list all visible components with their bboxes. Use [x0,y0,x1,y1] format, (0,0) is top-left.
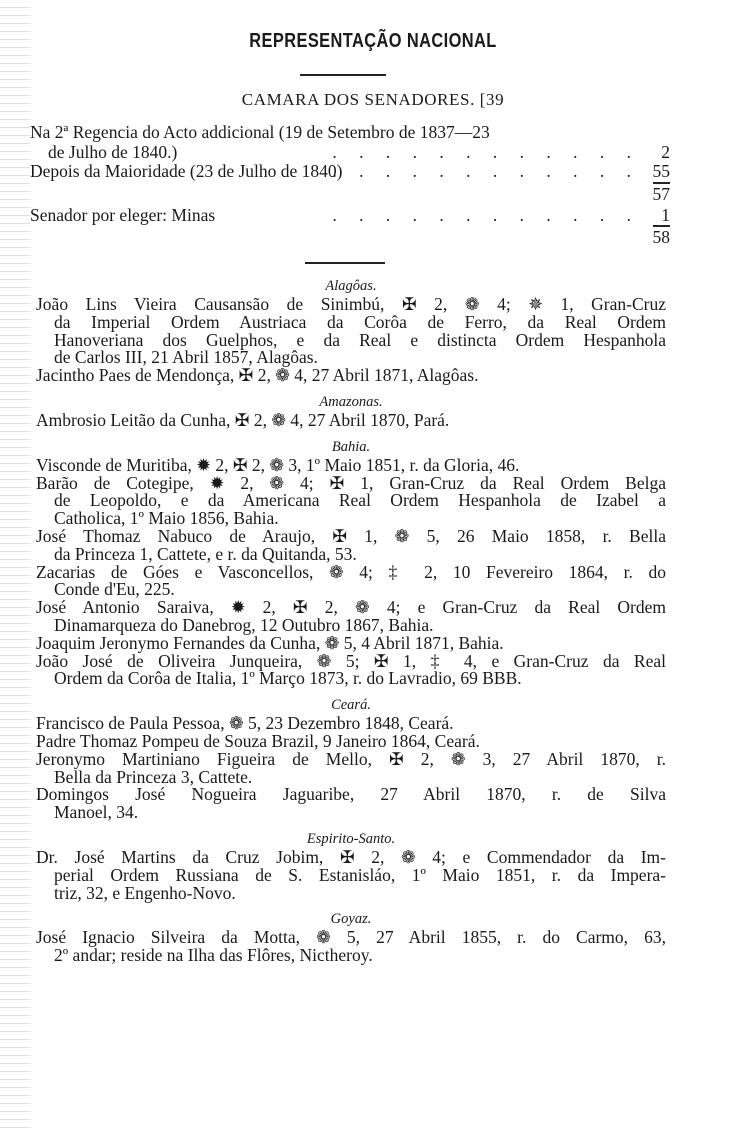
entry-line: Joaquim Jeronymo Fernandes da Cunha, ❁ 5, 4 Abril 1871, Bahia. [36,632,504,653]
entry-line: José Antonio Saraiva, ✹ 2, ✠ 2, ❁ 4; e Gran-Cruz da Real Ordem [36,597,666,618]
entry-line: Jacintho Paes de Mendonça, ✠ 2, ❁ 4, 27 Abril 1871, Alagôas. [36,365,479,386]
tally-row [30,143,670,163]
province-heading: Bahia. [331,438,371,455]
senator-list [36,274,666,965]
entry-line: Francisco de Paula Pessoa, ❁ 5, 23 Dezembro 1848, Ceará. [36,713,454,734]
dot-leader: . . . . . . . . . . . . [332,204,640,225]
senator-entry [36,786,666,822]
senator-entry [36,296,666,367]
scan-margin-noise [0,0,30,1135]
senator-entry [36,454,666,475]
province-heading: Espirito-Santo. [306,830,396,847]
entry-line: da Imperial Ordem Austriaca da Corôa de Ferro, da Real Ordem [54,311,666,332]
entry-line: João Lins Vieira Causansão de Sinimbú, ✠ 2, ❁ 4; ✵ 1, Gran-Cruz [36,294,666,314]
senator-entry [36,367,666,385]
tally-value: 2 [661,141,670,162]
entry-line: perial Ordem Russiana de S. Estanisláo, 1º Maio 1851, r. da Impera- [54,864,666,885]
entry-line: Catholica, 1º Maio 1856, Bahia. [54,508,279,529]
entry-line: Bella da Princeza 3, Cattete. [54,766,253,787]
province-heading: Goyaz. [330,911,372,928]
tally-row [30,225,670,249]
title-divider [300,74,386,76]
entry-line: Hanoveriana dos Guelphos, e da Real e distincta Ordem Hespanhola [54,329,666,350]
entry-line: de Leopoldo, e da Americana Real Ordem Hespanhola de Izabel a [54,490,666,511]
entry-line: Visconde de Muritiba, ✹ 2, ✠ 2, ❁ 3, 1º Maio 1851, r. da Gloria, 46. [36,454,520,475]
tally-value: 55 [652,161,670,181]
tally-label: Senador por eleger: Minas [30,204,216,225]
senator-tally [30,123,670,249]
entry-line: Conde d'Eu, 225. [54,579,175,600]
senator-entry [36,409,666,430]
entry-line: José Thomaz Nabuco de Araujo, ✠ 1, ❁ 5, 26 Maio 1858, r. Bella [36,525,666,546]
tally-label: de Julho de 1840.) [48,141,178,162]
entry-line: Ordem da Corôa de Italia, 1º Março 1873, r. do Lavradio, 69 BBB. [54,668,522,689]
tally-value: 57 [652,183,670,204]
senator-entry [36,929,666,965]
tally-divider [305,262,385,264]
senator-entry [36,525,666,564]
province-heading: Amazonas. [319,393,383,410]
entry-line: Zacarias de Góes e Vasconcellos, ❁ 4; ‡ 2, 10 Fevereiro 1864, r. do [36,561,666,582]
tally-value: 58 [652,227,670,247]
dot-leader: . . . . . . . . . . . . [332,161,640,181]
entry-line: triz, 32, e Engenho-Novo. [54,882,236,903]
senator-entry [36,632,666,653]
tally-row [30,206,670,226]
tally-label: Na 2ª Regencia do Acto addicional (19 de Setembro de 1837—23 [30,122,490,142]
page-title: REPRESENTAÇÃO NACIONAL [249,30,497,52]
tally-label: Depois da Maioridade (23 de Julho de 1840) [30,161,343,181]
entry-line: Manoel, 34. [54,802,139,823]
province-heading: Alagôas. [325,278,377,294]
senator-entry [36,748,666,787]
dot-leader: . . . . . . . . . . . . [332,141,640,162]
tally-value: 1 [661,204,670,225]
province-heading: Ceará. [331,697,371,714]
section-subtitle: CAMARA DOS SENADORES. [39 [241,90,505,109]
entry-line: José Ignacio Silveira da Motta, ❁ 5, 27 Abril 1855, r. do Carmo, 63, [36,927,666,948]
senator-entry [36,599,666,635]
entry-line: da Princeza 1, Cattete, e r. da Quitanda, 53. [54,543,357,564]
senator-entry [36,472,666,529]
entry-line: Jeronymo Martiniano Figueira de Mello, ✠ 2, ❁ 3, 27 Abril 1870, r. [36,748,666,769]
senator-entry [36,650,666,689]
entry-line: Barão de Cotegipe, ✹ 2, ❁ 4; ✠ 1, Gran-Cruz da Real Ordem Belga [36,472,666,493]
entry-line: de Carlos III, 21 Abril 1857, Alagôas. [54,347,318,368]
tally-row [30,162,670,182]
senator-entry [36,561,666,600]
tally-row [30,182,670,206]
senator-entry [36,846,666,903]
entry-line: 2º andar; reside na Ilha das Flôres, Nictheroy. [54,945,373,966]
entry-line: João José de Oliveira Junqueira, ❁ 5; ✠ 1, ‡ 4, e Gran-Cruz da Real [36,650,666,671]
entry-line: Dinamarqueza do Danebrog, 12 Outubro 1867, Bahia. [54,614,434,635]
entry-line: Padre Thomaz Pompeu de Souza Brazil, 9 Janeiro 1864, Ceará. [36,730,480,751]
entry-line: Dr. José Martins da Cruz Jobim, ✠ 2, ❁ 4; e Commendador da Im- [36,846,666,867]
entry-line: Domingos José Nogueira Jaguaribe, 27 Abril 1870, r. de Silva [36,784,666,805]
tally-row [30,123,670,143]
entry-line: Ambrosio Leitão da Cunha, ✠ 2, ❁ 4, 27 Abril 1870, Pará. [36,409,450,430]
